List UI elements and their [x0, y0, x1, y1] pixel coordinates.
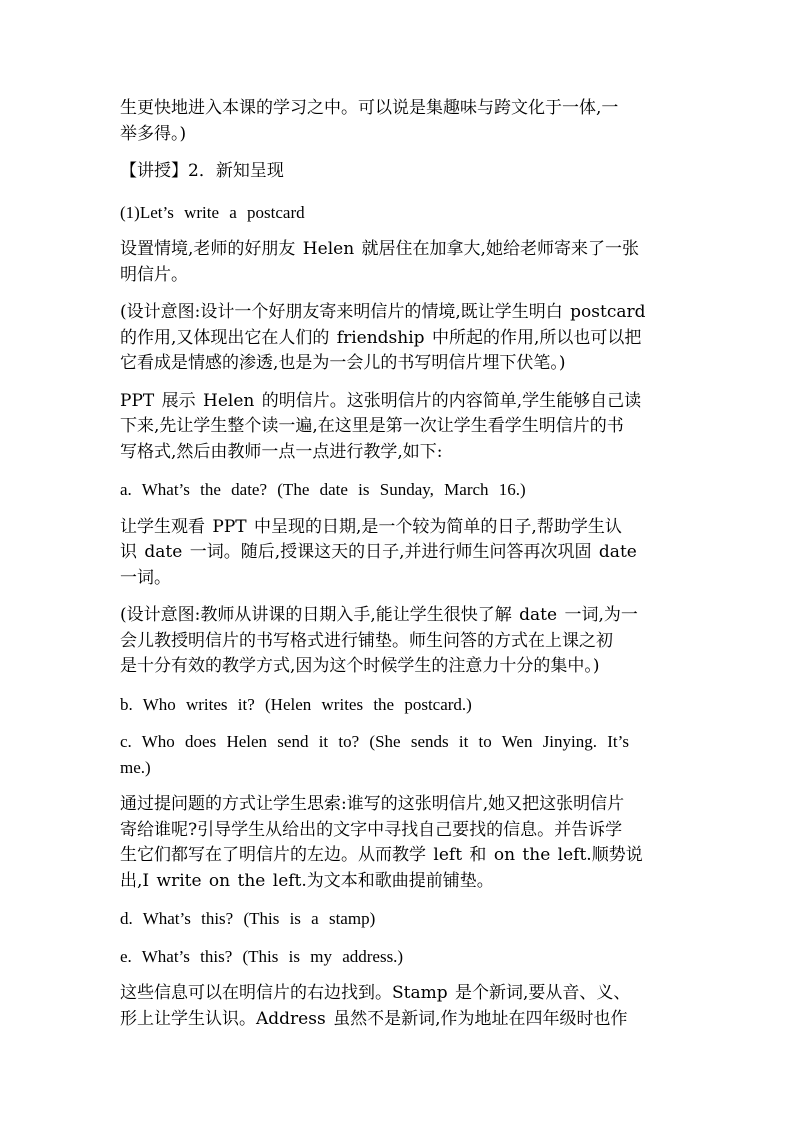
text-line: d. What’s this? (This is a stamp): [120, 909, 376, 928]
text-line: 是十分有效的教学方式,因为这个时候学生的注意力十分的集中。): [120, 656, 600, 676]
text-line: 设置情境,老师的好朋友 Helen 就居住在加拿大,她给老师寄来了一张: [120, 239, 639, 259]
text-line: 会儿教授明信片的书写格式进行铺垫。师生问答的方式在上课之初: [120, 630, 613, 651]
paragraph-design-intent-2: [120, 603, 680, 680]
text-line: c. Who does Helen send it to? (She sends it to Wen Jinying. It’s: [120, 732, 629, 751]
text-line: b. Who writes it? (Helen writes the postcard.): [120, 694, 472, 714]
question-a: [120, 477, 680, 503]
text-line: 生更快地进入本课的学习之中。可以说是集趣味与跨文化于一体,一: [120, 98, 619, 118]
text-line: 一词。: [120, 567, 171, 588]
text-line: 举多得。): [120, 123, 187, 144]
paragraph-setting: [120, 237, 680, 288]
text-line: (设计意图:设计一个好朋友寄来明信片的情境,既让学生明白 postcard: [120, 302, 646, 322]
text-line: 形上让学生认识。Address 虽然不是新词,作为地址在四年级时也作: [120, 1008, 628, 1029]
text-line: 写格式,然后由教师一点一点进行教学,如下:: [120, 441, 443, 462]
paragraph-date: [120, 515, 680, 592]
paragraph-questioning: [120, 792, 680, 894]
text-line: (1)Let’s write a postcard: [120, 202, 305, 222]
text-line: 识 date 一词。随后,授课这天的日子,并进行师生问答再次巩固 date: [120, 542, 637, 562]
question-b: [120, 692, 680, 718]
subheading-postcard: [120, 200, 680, 226]
text-line: (设计意图:教师从讲课的日期入手,能让学生很快了解 date 一词,为一: [120, 605, 638, 625]
section-heading: [120, 159, 680, 185]
paragraph-ppt: [120, 389, 680, 466]
text-line: PPT 展示 Helen 的明信片。这张明信片的内容简单,学生能够自己读: [120, 390, 642, 411]
text-line: 通过提问题的方式让学生思索:谁写的这张明信片,她又把这张明信片: [120, 794, 625, 814]
text-line: 寄给谁呢?引导学生从给出的文字中寻找自己要找的信息。并告诉学: [120, 819, 623, 840]
paragraph-design-intent-1: [120, 300, 680, 377]
text-line: 下来,先让学生整个读一遍,在这里是第一次让学生看学生明信片的书: [120, 416, 624, 436]
text-line: 【讲授】2．新知呈现: [120, 161, 284, 181]
paragraph-stamp-address: [120, 981, 680, 1032]
text-line: 的作用,又体现出它在人们的 friendship 中所起的作用,所以也可以把: [120, 327, 642, 348]
text-line: a. What’s the date? (The date is Sunday, March 16.): [120, 480, 526, 499]
text-line: me.): [120, 757, 151, 777]
text-line: 出,I write on the left.为文本和歌曲提前铺垫。: [120, 870, 494, 891]
text-line: e. What’s this? (This is my address.): [120, 946, 404, 966]
text-line: 让学生观看 PPT 中呈现的日期,是一个较为简单的日子,帮助学生认: [120, 516, 622, 537]
text-line: 明信片。: [120, 264, 188, 285]
question-d: [120, 906, 680, 932]
text-line: 生它们都写在了明信片的左边。从而教学 left 和 on the left.顺势说: [120, 845, 643, 865]
paragraph-intro-continuation: [120, 96, 680, 147]
document-body: [120, 96, 680, 1044]
question-c: [120, 729, 680, 780]
text-line: 这些信息可以在明信片的右边找到。Stamp 是个新词,要从音、义、: [120, 983, 631, 1003]
question-e: [120, 944, 680, 970]
text-line: 它看成是情感的渗透,也是为一会儿的书写明信片埋下伏笔。): [120, 353, 566, 373]
